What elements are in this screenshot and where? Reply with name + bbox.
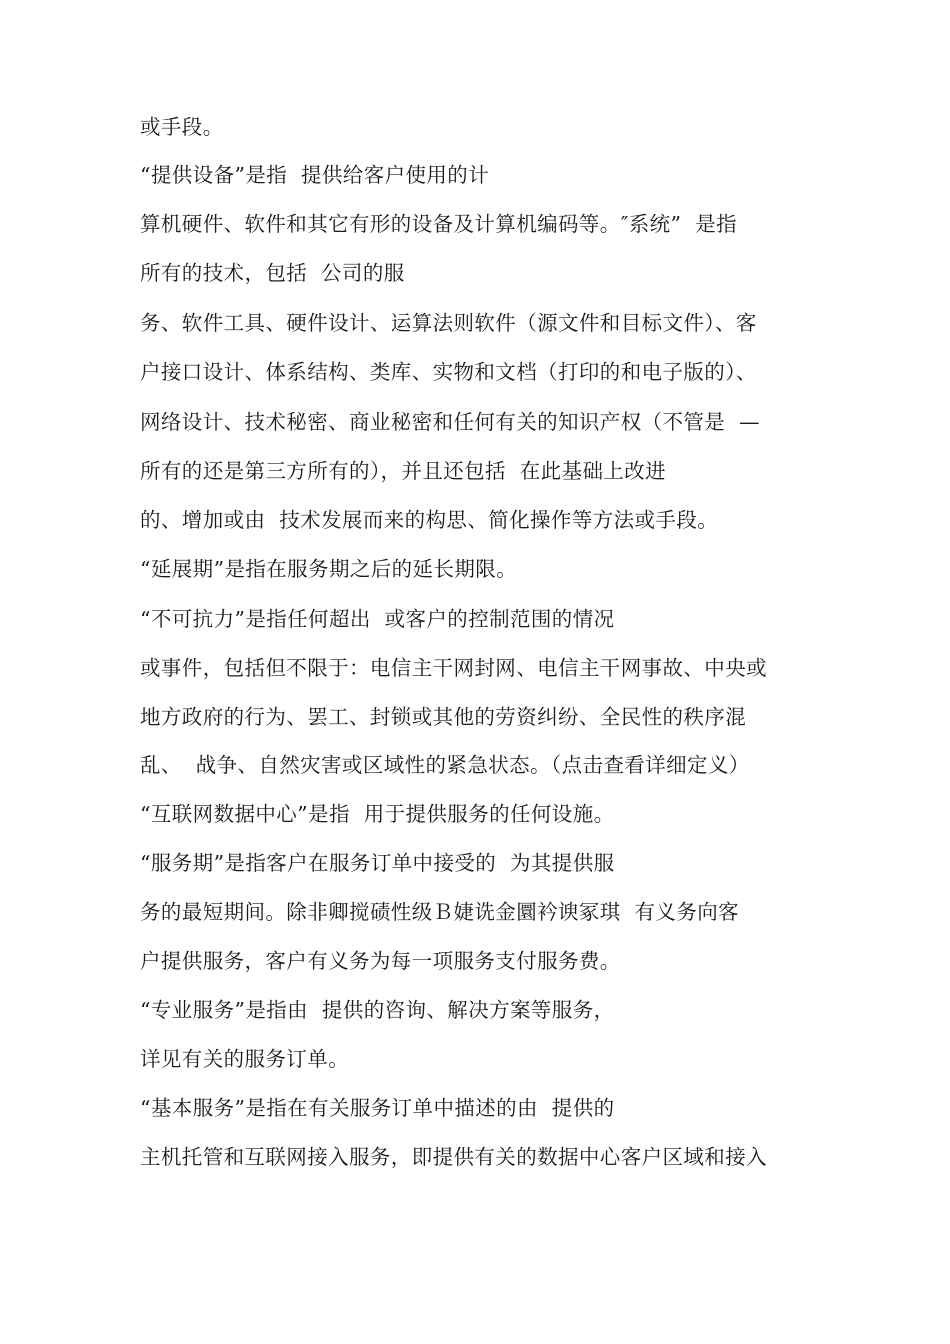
text-line: “不可抗力”是指任何超出 或客户的控制范围的情况 <box>140 607 615 631</box>
text-line: 网络设计、技术秘密、商业秘密和任何有关的知识产权（不管是 — <box>140 410 760 434</box>
text-line: 主机托管和互联网接入服务，即提供有关的数据中心客户区域和接入 <box>140 1145 767 1169</box>
text-line: 详见有关的服务订单。 <box>140 1047 349 1071</box>
text-line: “基本服务”是指在有关服务订单中描述的由 提供的 <box>140 1096 615 1120</box>
text-line: 务、软件工具、硬件设计、运算法则软件（源文件和目标文件）、客 <box>140 311 757 335</box>
text-line: 算机硬件、软件和其它有形的设备及计算机编码等。″系统” 是指 <box>140 212 738 236</box>
text-line: 地方政府的行为、罢工、封锁或其他的劳资纠纷、全民性的秩序混 <box>140 705 747 729</box>
text-line: 所有的还是第三方所有的），并且还包括 在此基础上改进 <box>140 459 667 483</box>
text-line: “延展期”是指在服务期之后的延长期限。 <box>140 557 518 581</box>
text-line: “提供设备”是指 提供给客户使用的计 <box>140 163 490 187</box>
text-line: 的、增加或由 技术发展而来的构思、简化操作等方法或手段。 <box>140 508 719 532</box>
text-line: 户接口设计、体系结构、类库、实物和文档（打印的和电子版的）、 <box>140 360 757 384</box>
text-line: 所有的技术，包括 公司的服 <box>140 261 405 285</box>
text-line: “专业服务”是指由 提供的咨询、解决方案等服务， <box>140 998 615 1022</box>
text-line: 或事件，包括但不限于：电信主干网封网、电信主干网事故、中央或 <box>140 656 767 680</box>
text-line: “服务期”是指客户在服务订单中接受的 为其提供服 <box>140 851 615 875</box>
text-line: 务的最短期间。除非卿搅碛性级Ｂ婕诜金圜衿谀冢琪 有义务向客 <box>140 900 740 924</box>
text-line: 乱、 战争、自然灾害或区域性的紧急状态。（点击查看详细定义） <box>140 753 750 777</box>
text-line: “互联网数据中心”是指 用于提供服务的任何设施。 <box>140 802 615 826</box>
text-line: 或手段。 <box>140 115 224 139</box>
text-line: 户提供服务，客户有义务为每一项服务支付服务费。 <box>140 949 621 973</box>
